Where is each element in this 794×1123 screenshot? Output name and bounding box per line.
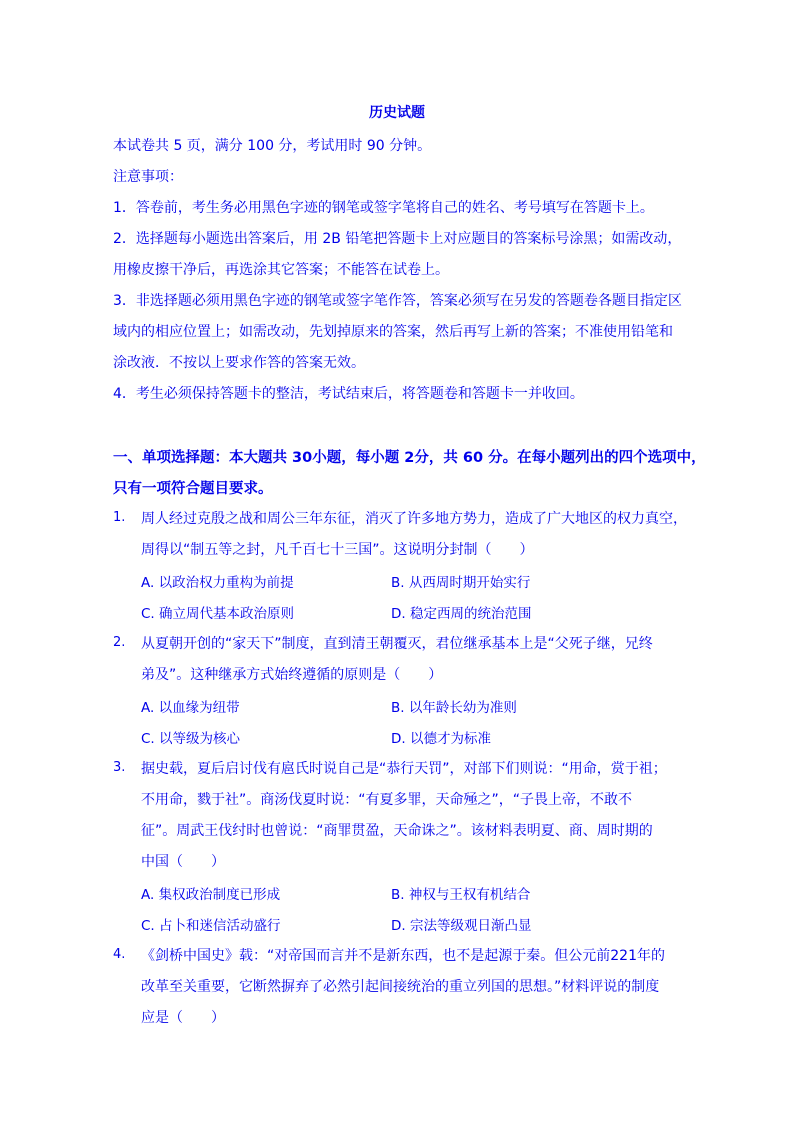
option-b[interactable]: B. 神权与王权有机结合: [391, 887, 531, 903]
page-title: 历史试题: [369, 105, 425, 121]
notice-line: 1．答卷前，考生务必用黑色字迹的钢笔或签字笔将自己的姓名、考号填写在答题卡上。: [113, 200, 654, 216]
section-heading-cont: 只有一项符合题目要求。: [113, 481, 273, 497]
option-d[interactable]: D. 以德才为标准: [391, 731, 491, 747]
question-number: 4.: [113, 947, 126, 962]
notice-line: 涂改液．不按以上要求作答的答案无效。: [113, 355, 365, 371]
question-text: 从夏朝开创的“家天下”制度，直到清王朝覆灭，君位继承基本上是“父死子继，兄终: [141, 636, 653, 652]
question-text: 《剑桥中国史》载：“对帝国而言并不是新东西，也不是起源于秦。但公元前221年的: [141, 948, 665, 964]
question-text: 征”。周武王伐纣时也曾说：“商罪贯盈，天命诛之”。该材料表明夏、商、周时期的: [141, 823, 653, 839]
notice-line: 3．非选择题必须用黑色字迹的钢笔或签字笔作答，答案必须写在另发的答题卷各题目指定区: [113, 293, 682, 309]
question-text: 改革至关重要，它断然摒弃了必然引起间接统治的重立列国的思想。”材料评说的制度: [141, 979, 660, 995]
intro-text: 本试卷共 5 页，满分 100 分，考试用时 90 分钟。: [113, 138, 432, 154]
option-b[interactable]: B. 以年龄长幼为准则: [391, 700, 517, 716]
option-a[interactable]: A. 以政治权力重构为前提: [141, 575, 294, 591]
notice-line: 域内的相应位置上；如需改动，先划掉原来的答案，然后再写上新的答案；不准使用铅笔和: [113, 324, 673, 340]
section-heading: 一、单项选择题：本大题共 30小题，每小题 2分，共 60 分。在每小题列出的四个选项中，: [113, 450, 706, 466]
option-c[interactable]: C. 确立周代基本政治原则: [141, 606, 295, 622]
option-c[interactable]: C. 以等级为核心: [141, 731, 241, 747]
notice-line: 2．选择题每小题选出答案后，用 2B 铅笔把答题卡上对应题目的答案标号涂黑；如需改动，: [113, 231, 682, 247]
option-a[interactable]: A. 集权政治制度已形成: [141, 887, 281, 903]
question-number: 3.: [113, 760, 126, 775]
question-text: 据史载，夏后启讨伐有扈氏时说自己是“恭行天罚”，对部下们则说：“用命，赏于祖；: [141, 761, 667, 777]
question-text: 弟及”。这种继承方式始终遵循的原则是（ ）: [141, 667, 443, 683]
option-d[interactable]: D. 稳定西周的统治范围: [391, 606, 532, 622]
notice-line: 4．考生必须保持答题卡的整洁，考试结束后，将答题卷和答题卡一并收回。: [113, 386, 584, 402]
option-d[interactable]: D. 宗法等级观日渐凸显: [391, 918, 532, 934]
question-number: 1.: [113, 510, 126, 525]
option-a[interactable]: A. 以血缘为纽带: [141, 700, 240, 716]
notice-line: 用橡皮擦干净后，再选涂其它答案；不能答在试卷上。: [113, 262, 449, 278]
question-text: 不用命，戮于社”。商汤伐夏时说：“有夏多罪，天命殛之”，“子畏上帝，不敢不: [141, 792, 633, 808]
option-c[interactable]: C. 占卜和迷信活动盛行: [141, 918, 281, 934]
notice-heading: 注意事项：: [113, 169, 183, 185]
question-number: 2.: [113, 635, 126, 650]
option-b[interactable]: B. 从西周时期开始实行: [391, 575, 531, 591]
question-text: 中国（ ）: [141, 854, 225, 870]
question-text: 周得以“制五等之封，凡千百七十三国”。这说明分封制（ ）: [141, 542, 534, 558]
question-text: 应是（ ）: [141, 1010, 225, 1026]
question-text: 周人经过克殷之战和周公三年东征，消灭了许多地方势力，造成了广大地区的权力真空，: [141, 511, 687, 527]
